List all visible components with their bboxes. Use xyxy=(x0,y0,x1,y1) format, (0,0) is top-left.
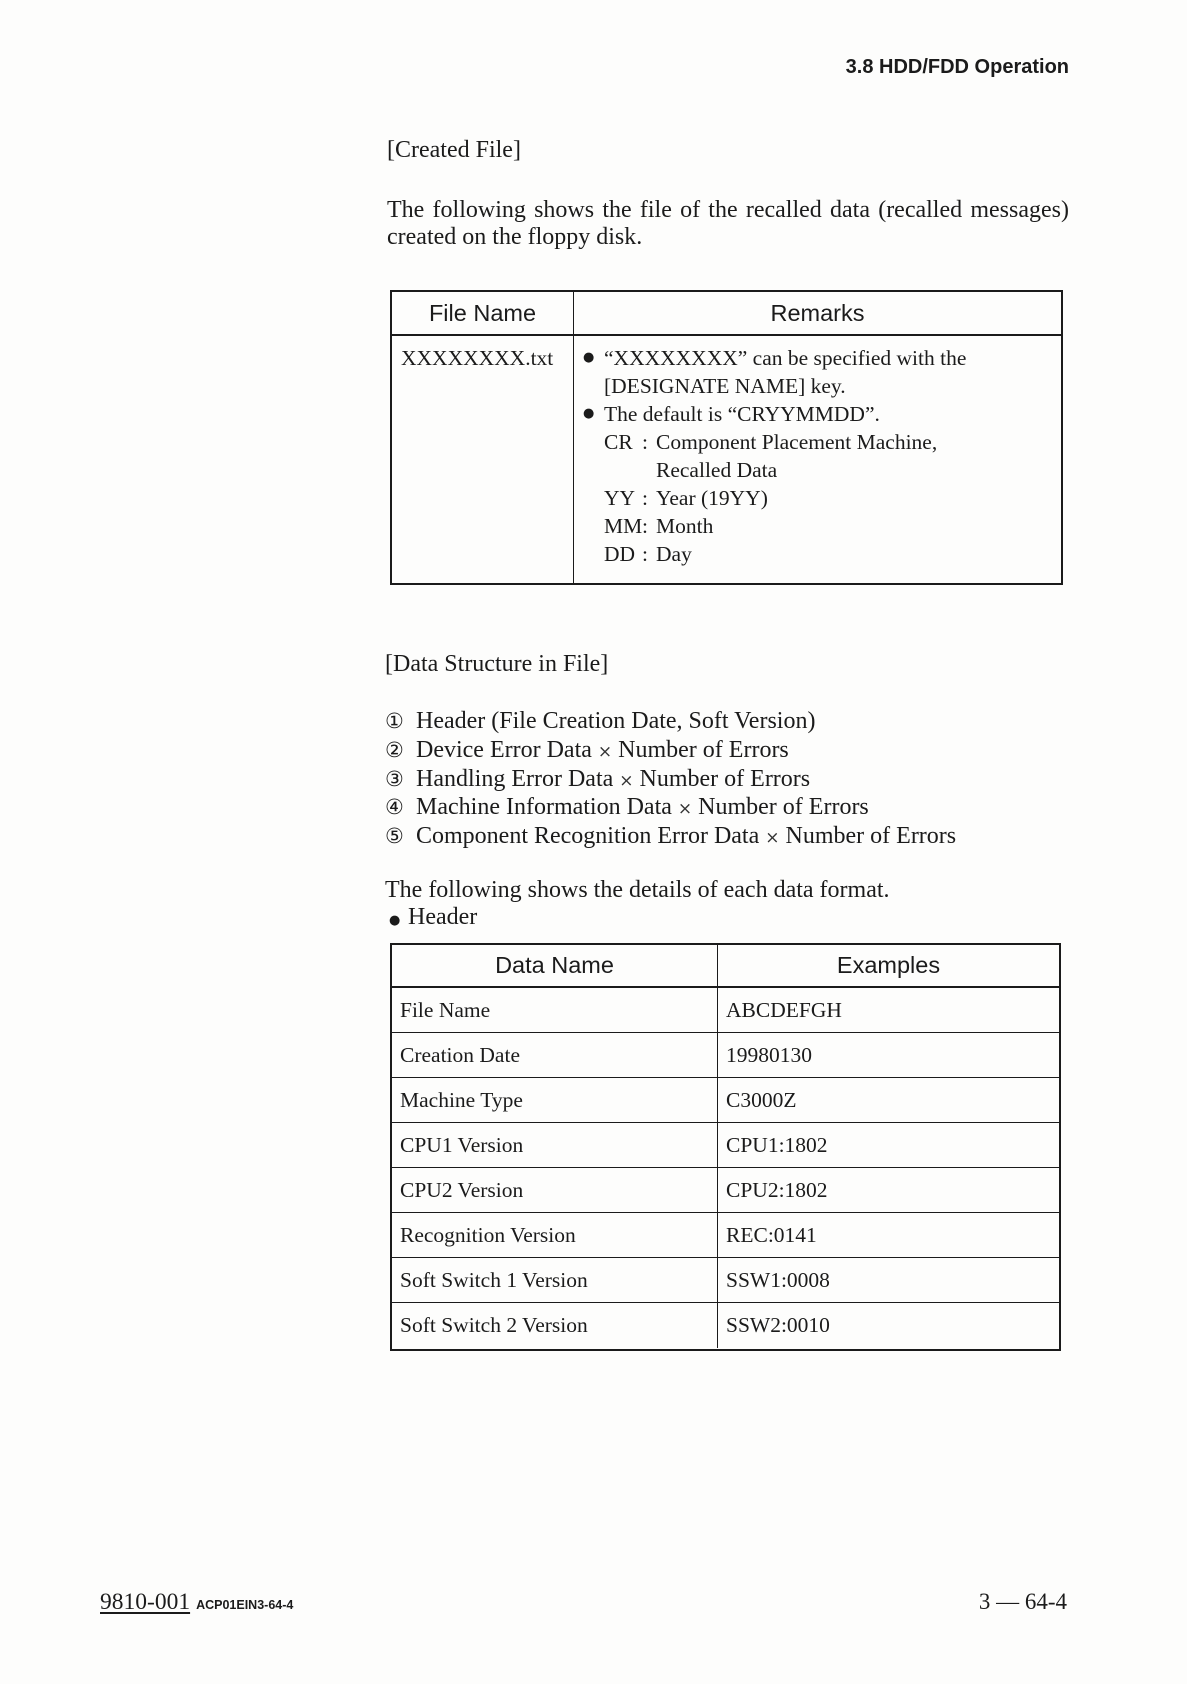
data-format-section xyxy=(385,877,890,934)
table-row-name: Soft Switch 1 Version xyxy=(392,1258,718,1303)
list-item xyxy=(385,707,956,736)
remark-1-text: “XXXXXXXX” can be specified with the xyxy=(604,346,967,370)
list-item xyxy=(385,736,956,765)
legend-desc-continuation: Recalled Data xyxy=(656,458,778,482)
times-icon: × xyxy=(619,770,634,791)
remark-1 xyxy=(583,344,1052,372)
subheading-text: Header xyxy=(408,904,478,930)
legend-sep: : xyxy=(642,514,648,538)
doc-code: ACP01EIN3-64-4 xyxy=(196,1598,294,1612)
list-item xyxy=(385,765,956,794)
legend-sep: : xyxy=(642,486,648,510)
table-row-example: C3000Z xyxy=(718,1078,1059,1123)
table-row-example: REC:0141 xyxy=(718,1213,1059,1258)
legend-desc: Day xyxy=(656,542,692,566)
remark-1-continuation: [DESIGNATE NAME] key. xyxy=(604,374,846,398)
data-format-subheading xyxy=(385,904,890,934)
section-title: 3.8 HDD/FDD Operation xyxy=(845,56,1069,78)
remark-2 xyxy=(583,400,1052,428)
doc-number: 9810-001 xyxy=(100,1589,191,1615)
file-name-value: XXXXXXXX.txt xyxy=(401,346,554,370)
legend-sep: : xyxy=(642,430,648,454)
table-row-example: 19980130 xyxy=(718,1033,1059,1078)
legend-code: YY xyxy=(604,486,636,510)
bullet-icon: ● xyxy=(583,350,595,365)
legend-code: DD xyxy=(604,542,636,566)
item-label: Device Error Data xyxy=(416,736,592,763)
table-row-example: CPU1:1802 xyxy=(718,1123,1059,1168)
item-label: Handling Error Data xyxy=(416,765,614,792)
file-table xyxy=(390,290,1063,585)
bullet-icon: ● xyxy=(583,406,595,421)
list-item xyxy=(385,793,956,822)
table-row-name: CPU1 Version xyxy=(392,1123,718,1168)
item-number: ① xyxy=(385,709,404,733)
header-table-col-data-name: Data Name xyxy=(392,945,718,988)
intro-line-1: The following shows the file of the recalled data (recalled messages) xyxy=(387,197,1069,223)
legend-code: MM xyxy=(604,514,643,538)
table-row-example: ABCDEFGH xyxy=(718,988,1059,1033)
item-number: ② xyxy=(385,737,404,762)
legend-sep: : xyxy=(642,542,648,566)
page-number: 3 — 64-4 xyxy=(978,1589,1067,1614)
legend-row xyxy=(583,540,1052,568)
created-file-heading: [Created File] xyxy=(387,137,521,163)
item-count: Number of Errors xyxy=(639,765,811,792)
legend-code: CR xyxy=(604,430,633,454)
table-row-example: CPU2:1802 xyxy=(718,1168,1059,1213)
item-number: ④ xyxy=(385,795,404,820)
file-table-header-file-name: File Name xyxy=(392,292,574,336)
table-row-name: File Name xyxy=(392,988,718,1033)
legend-row xyxy=(583,512,1052,540)
file-table-cell-remarks xyxy=(574,336,1061,583)
intro-line-2: created on the floppy disk. xyxy=(387,224,643,250)
footer-doc-id xyxy=(100,1588,293,1619)
table-row-name: CPU2 Version xyxy=(392,1168,718,1213)
header-table-col-examples: Examples xyxy=(718,945,1059,988)
data-format-intro: The following shows the details of each data format. xyxy=(385,877,890,903)
legend-desc: Year (19YY) xyxy=(656,486,768,510)
legend-desc: Month xyxy=(656,514,714,538)
table-row-name: Machine Type xyxy=(392,1078,718,1123)
header-data-table xyxy=(390,943,1061,1351)
times-icon: × xyxy=(597,741,613,762)
list-item xyxy=(385,822,956,851)
legend-row xyxy=(583,484,1052,512)
table-row-name: Recognition Version xyxy=(392,1213,718,1258)
created-file-intro xyxy=(387,197,1069,251)
table-row-example: SSW2:0010 xyxy=(726,1313,830,1337)
data-structure-list xyxy=(385,707,956,851)
remark-2-text: The default is “CRYYMMDD”. xyxy=(604,402,880,426)
bullet-icon: ● xyxy=(389,913,401,928)
item-label: Header (File Creation Date, Soft Version) xyxy=(416,708,816,734)
item-count: Number of Errors xyxy=(698,794,869,821)
data-structure-heading: [Data Structure in File] xyxy=(385,651,609,677)
item-label: Machine Information Data xyxy=(416,794,672,821)
file-table-cell-file-name xyxy=(392,336,574,583)
legend-desc: Component Placement Machine, xyxy=(656,430,938,454)
table-row-name: Soft Switch 2 Version xyxy=(392,1303,718,1348)
item-count: Number of Errors xyxy=(785,823,957,849)
times-icon: × xyxy=(677,799,693,820)
item-count: Number of Errors xyxy=(618,736,789,763)
legend-row xyxy=(583,428,1052,456)
item-number: ③ xyxy=(385,766,404,791)
times-icon: × xyxy=(765,828,780,848)
item-number: ⑤ xyxy=(385,824,404,848)
file-table-header-remarks: Remarks xyxy=(574,292,1061,336)
table-row-example: SSW1:0008 xyxy=(718,1258,1059,1303)
table-row-name: Creation Date xyxy=(392,1033,718,1078)
item-label: Component Recognition Error Data xyxy=(416,823,760,849)
